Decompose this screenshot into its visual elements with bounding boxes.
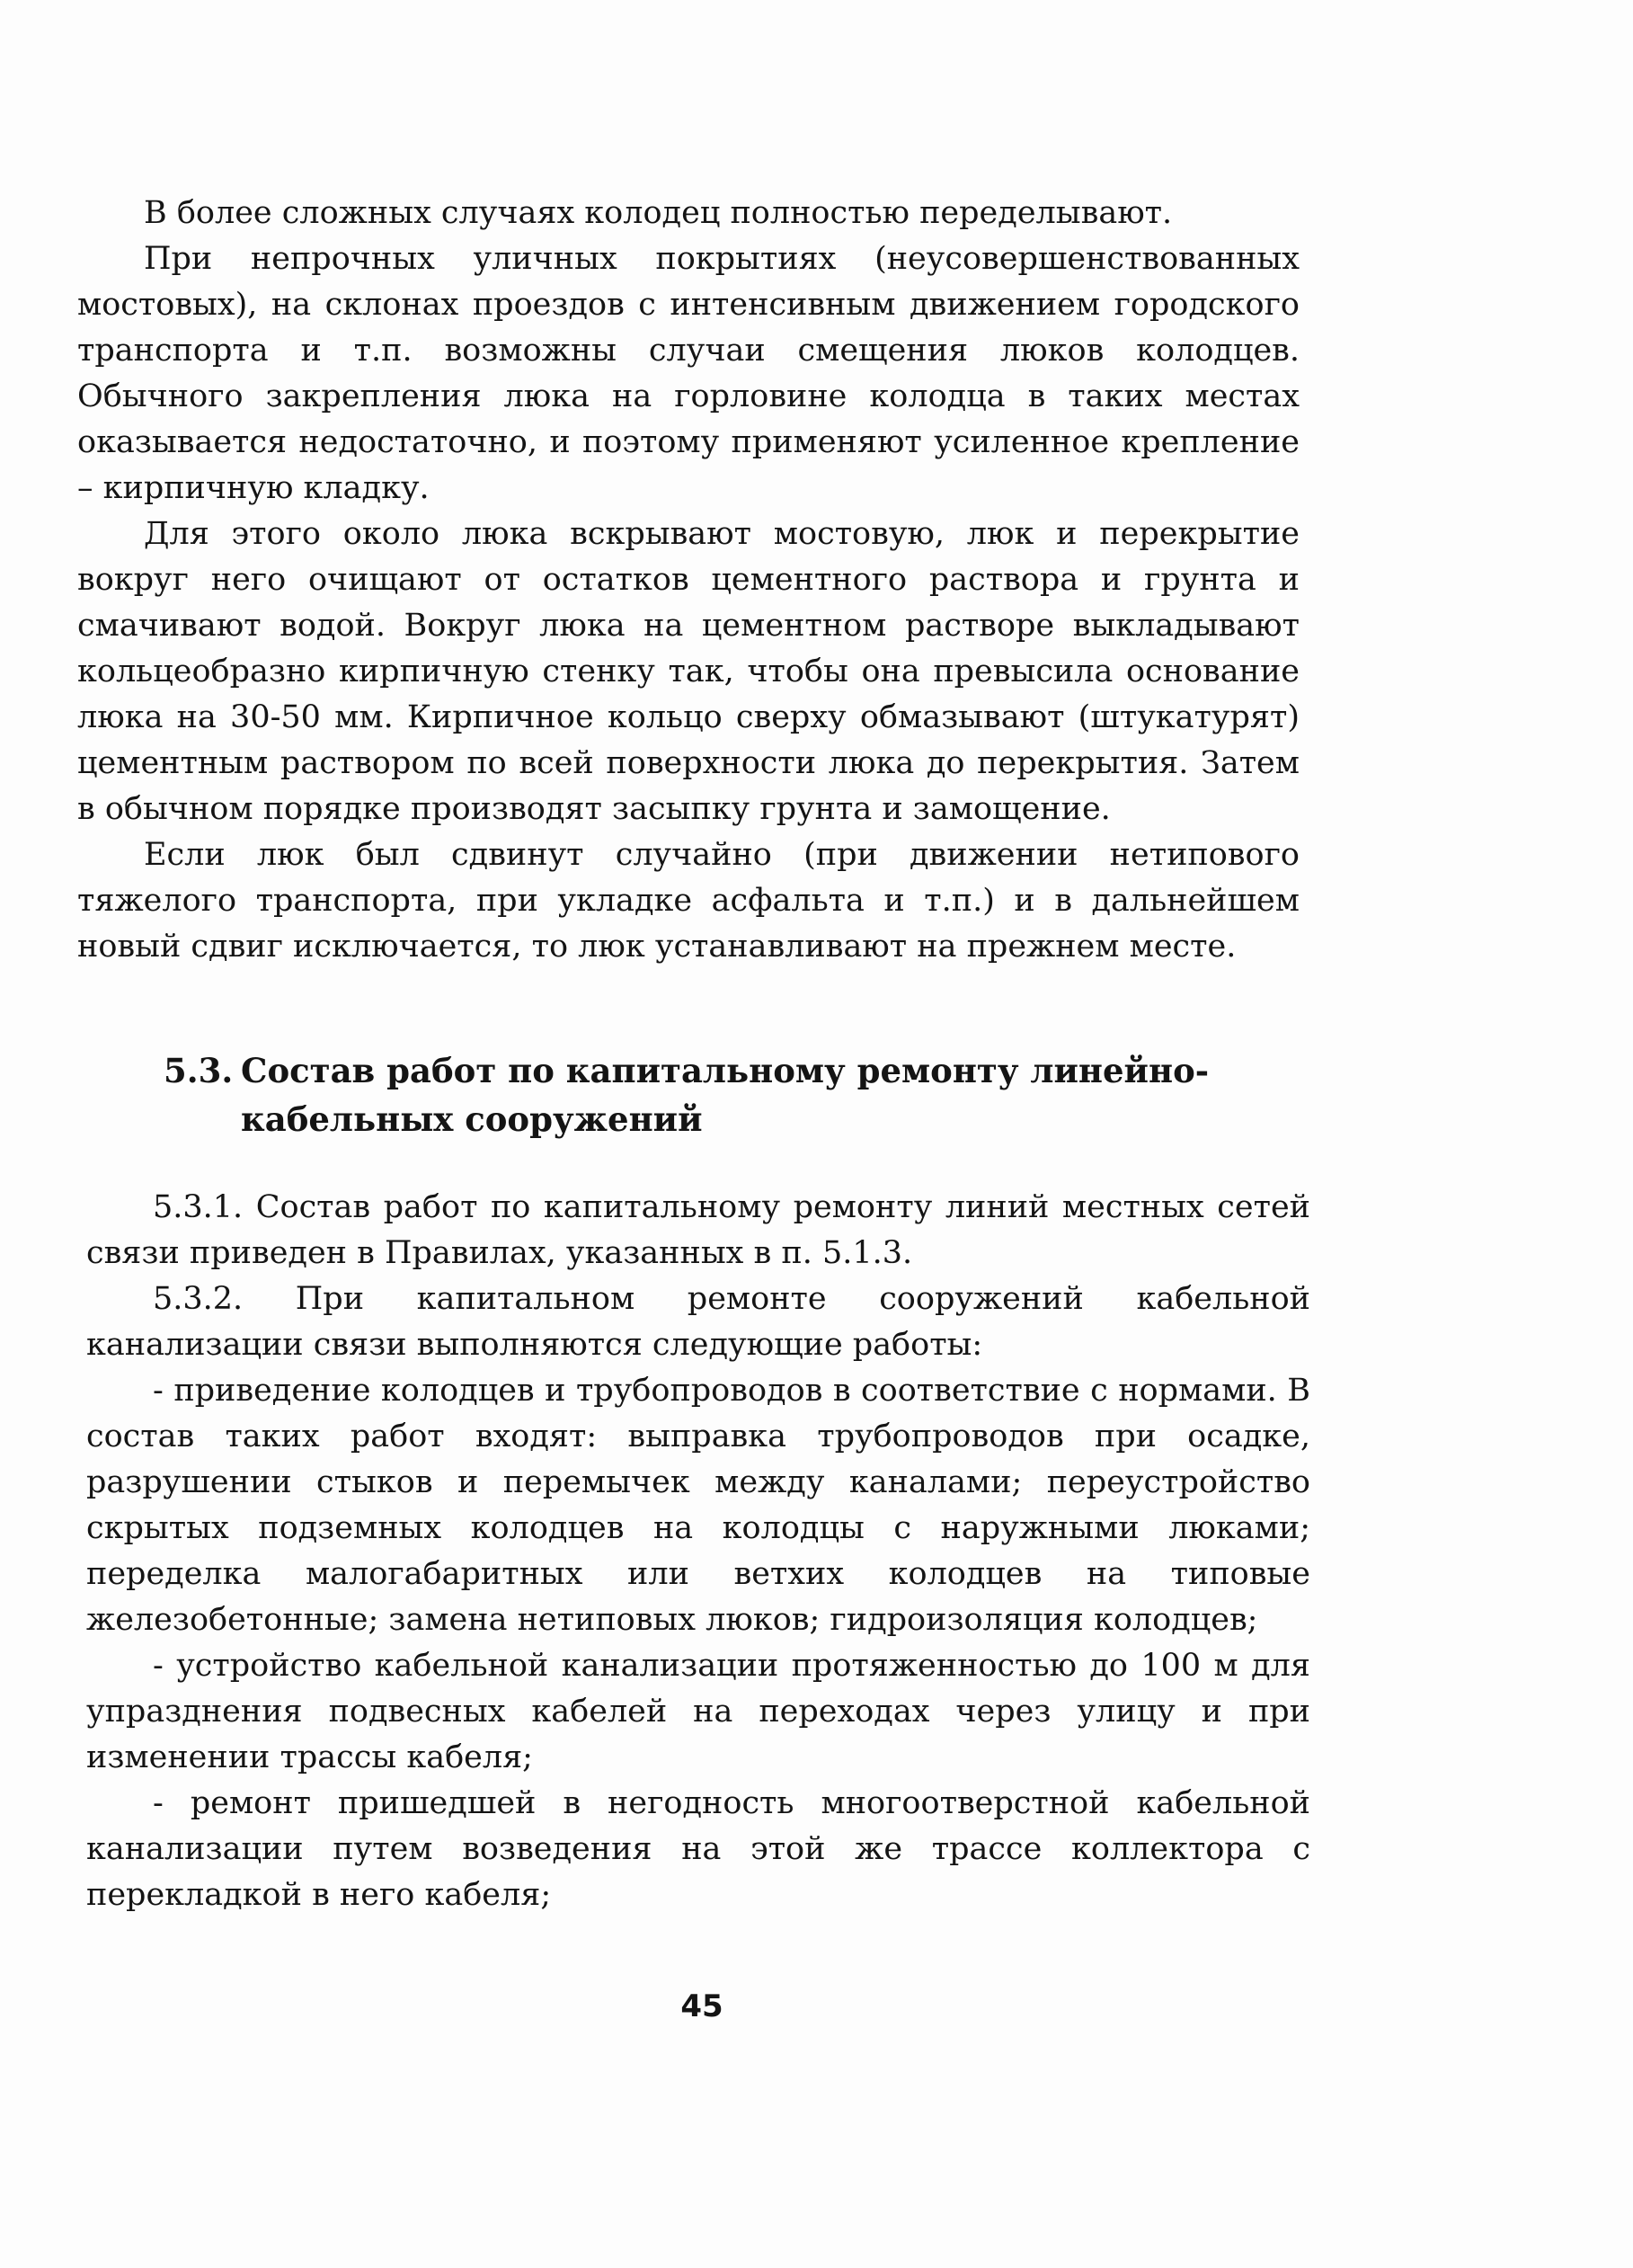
top-text-block [77, 191, 1300, 970]
section-5-3 [86, 1051, 1310, 1918]
paragraph-2: При непрочных уличных покрытиях (неусовершенствованных мостовых), на склонах проездов с интенсивным движением городского транспорта и т.п. возможны случаи смещения люков колодцев. Обычного закрепления люка на горловине колодца в таких местах оказывается недостаточно, и поэтому применяют усиленное крепление – кирпичную кладку. [77, 241, 1300, 506]
section-heading [86, 1046, 1310, 1143]
paragraph-1: В более сложных случаях колодец полностью переделывают. [144, 195, 1173, 231]
section-title-line1: Состав работ по капитальному ремонту линейно- [241, 1051, 1210, 1090]
paragraph-5-3-1: 5.3.1. Состав работ по капитальному ремонту линий местных сетей связи приведен в Правилах, указанных в п. 5.1.3. [86, 1189, 1310, 1271]
paragraph-5-3-2: 5.3.2. При капитальном ремонте сооружений кабельной канализации связи выполняются следующие работы: [86, 1281, 1310, 1363]
paragraph-3: Для этого около люка вскрывают мостовую, люк и перекрытие вокруг него очищают от остатков цементного раствора и грунта и смачивают водой. Вокруг люка на цементном растворе выкладывают кольцеобразно кирпичную стенку так, чтобы она превысила основание люка на 30-50 мм. Кирпичное кольцо сверху обмазывают (штукатурят) цементным раствором по всей поверхности люка до перекрытия. Затем в обычном порядке производят засыпку грунта и замощение. [77, 516, 1300, 827]
page-number: 45 [680, 1988, 723, 2024]
paragraph-4: Если люк был сдвинут случайно (при движении нетипового тяжелого транспорта, при укладке асфальта и т.п.) и в дальнейшем новый сдвиг исключается, то люк устанавливают на прежнем месте. [77, 837, 1300, 965]
bullet-item-3: - ремонт пришедшей в негодность многоотверстной кабельной канализации путем возведения на этой же трассе коллектора с перекладкой в него кабеля; [86, 1785, 1310, 1913]
section-title-line2: кабельных сооружений [241, 1099, 703, 1139]
section-number: 5.3. [164, 1051, 234, 1090]
bullet-item-2: - устройство кабельной канализации протяженностью до 100 м для упразднения подвесных кабелей на переходах через улицу и при изменении трассы кабеля; [86, 1648, 1310, 1775]
bullet-item-1: - приведение колодцев и трубопроводов в соответствие с нормами. В состав таких работ входят: выправка трубопроводов при осадке, разрушении стыков и перемычек между каналами; переустройство скрытых подземных колодцев на колодцы с наружными люками; переделка малогабаритных или ветхих колодцев на типовые железобетонные; замена нетиповых люков; гидроизоляция колодцев; [86, 1373, 1310, 1638]
